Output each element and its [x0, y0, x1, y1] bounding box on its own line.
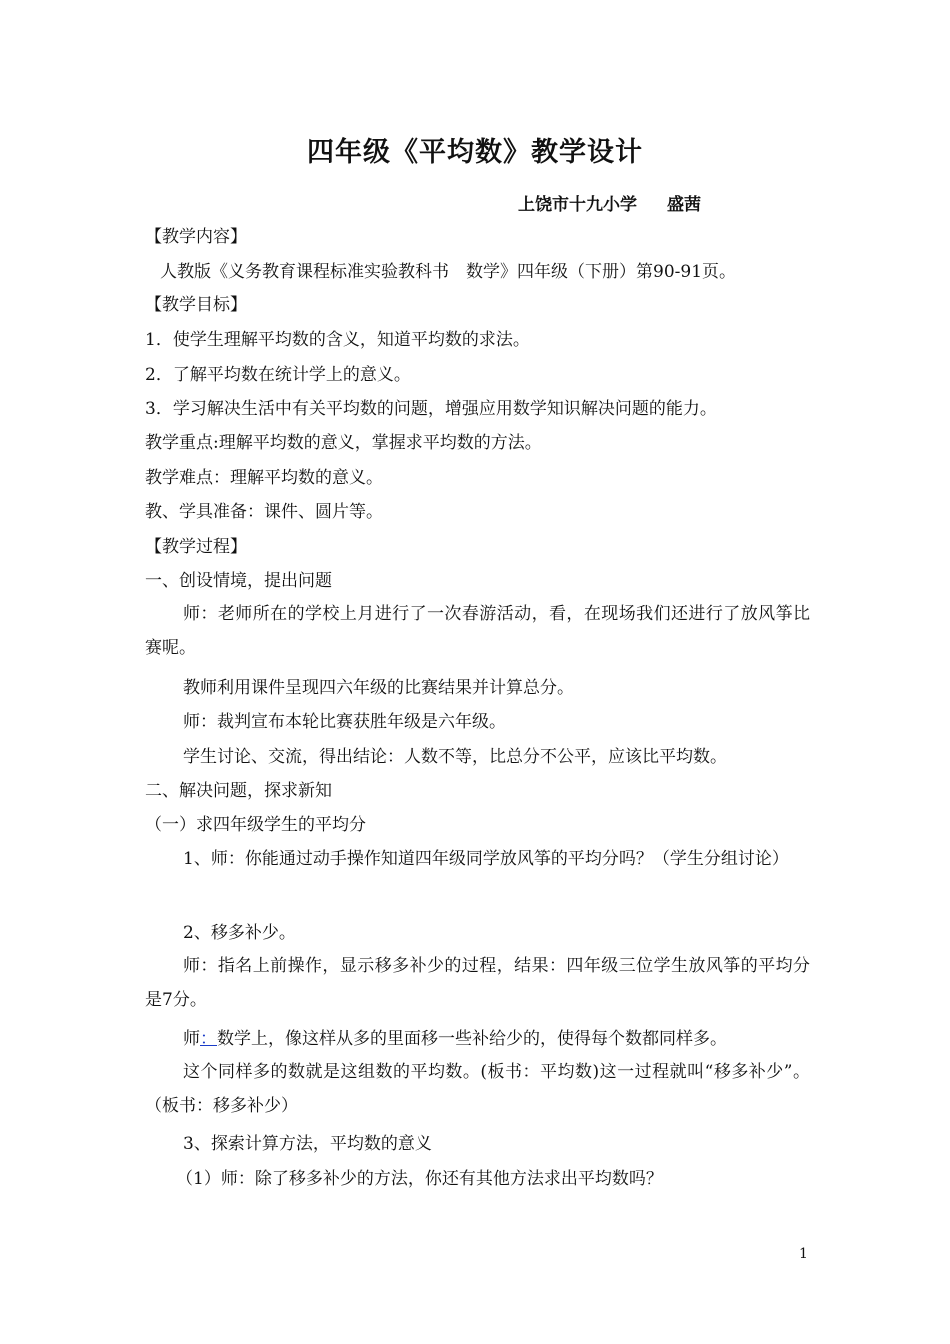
teacher-line	[183, 1028, 727, 1050]
process-heading: 【教学过程】	[145, 537, 247, 557]
section1-para-2: 教师利用课件呈现四六年级的比赛结果并计算总分。	[183, 678, 574, 698]
section1-heading: 一、创设情境，提出问题	[145, 571, 332, 591]
content-text: 人教版《义务教育课程标准实验教科书 数学》四年级（下册）第90-91页。	[160, 262, 737, 282]
goal-item-1: 1．使学生理解平均数的含义，知道平均数的求法。	[145, 330, 530, 350]
page-number: 1	[799, 1246, 808, 1262]
section1-para-1: 师：老师所在的学校上月进行了一次春游活动，看，在现场我们还进行了放风筝比赛呢。	[145, 604, 810, 658]
step1-para: 1、师：你能通过动手操作知道四年级同学放风筝的平均分吗？（学生分组讨论）	[183, 849, 789, 869]
goal-item-3: 3．学习解决生活中有关平均数的问题，增强应用数学知识解决问题的能力。	[145, 399, 717, 419]
author-name: 盛茜	[667, 195, 701, 215]
section1-para-3: 师：裁判宣布本轮比赛获胜年级是六年级。	[183, 712, 506, 732]
content-heading: 【教学内容】	[145, 227, 247, 247]
key-point: 教学重点:理解平均数的意义，掌握求平均数的方法。	[145, 433, 542, 453]
teacher-prefix: 师	[183, 1029, 200, 1049]
goals-heading: 【教学目标】	[145, 295, 247, 315]
author-school: 上饶市十九小学	[518, 195, 637, 215]
sub1-heading: （一）求四年级学生的平均分	[145, 815, 366, 835]
document-title: 四年级《平均数》教学设计	[307, 137, 643, 168]
teacher-rest: 数学上，像这样从多的里面移一些补给少的，使得每个数都同样多。	[217, 1029, 727, 1049]
board-para: 这个同样多的数就是这组数的平均数。(板书：平均数)这一过程就叫“移多补少”。（板书：移多补少）	[145, 1062, 810, 1116]
teacher-colon: ：	[200, 1029, 217, 1049]
section1-para-4: 学生讨论、交流，得出结论：人数不等，比总分不公平，应该比平均数。	[183, 747, 727, 767]
step2-para: 师：指名上前操作，显示移多补少的过程，结果：四年级三位学生放风筝的平均分是7分。	[145, 956, 810, 1010]
step3-heading: 3、探索计算方法，平均数的意义	[183, 1134, 432, 1154]
difficulty: 教学难点：理解平均数的意义。	[145, 468, 383, 488]
tools: 教、学具准备：课件、圆片等。	[145, 502, 383, 522]
goal-item-2: 2．了解平均数在统计学上的意义。	[145, 365, 411, 385]
author-line	[518, 190, 701, 215]
step2-heading: 2、移多补少。	[183, 923, 296, 943]
step3-question: （1）师：除了移多补少的方法，你还有其他方法求出平均数吗？	[176, 1169, 663, 1189]
section2-heading: 二、解决问题，探求新知	[145, 781, 332, 801]
